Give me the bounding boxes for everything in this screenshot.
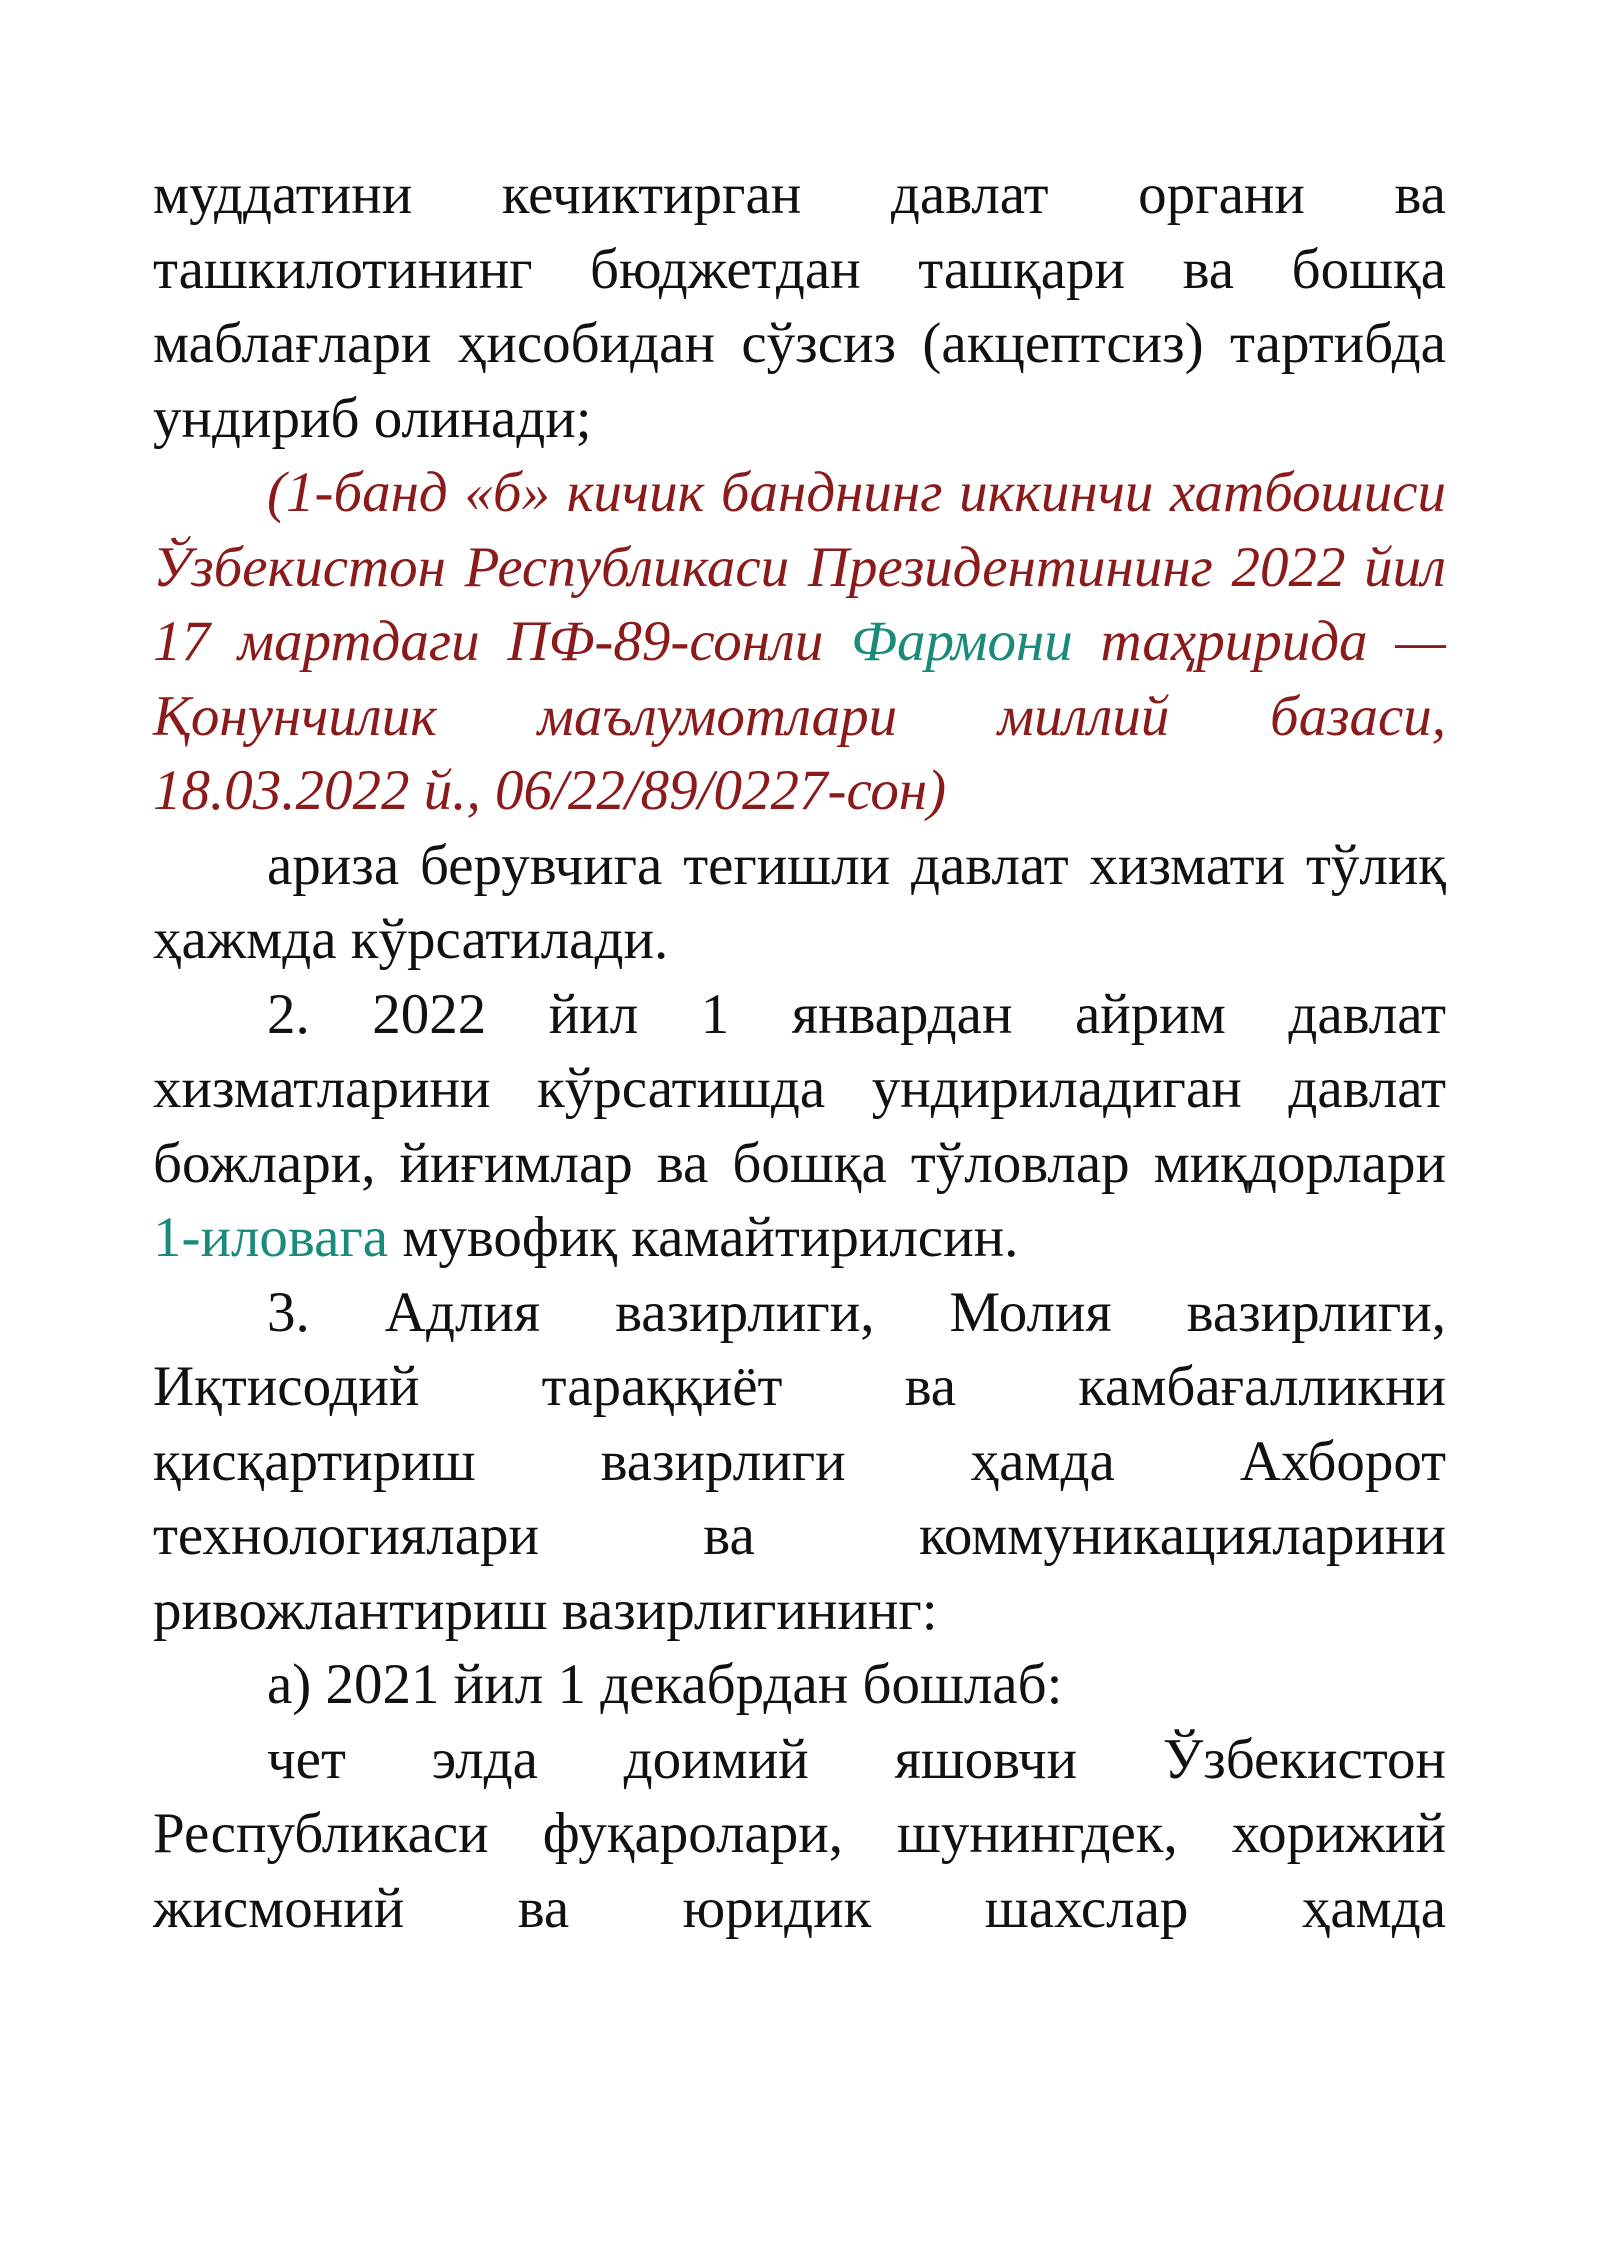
document-page [153,158,1446,1946]
paragraph-text: а) 2021 йил 1 декабрдан бошлаб: [267,1653,1063,1716]
paragraph-text: 3. Адлия вазирлиги, Молия вазирлиги, Иқтисодий тараққиёт ва камбағалликни қисқартириш вазирлиги ҳамда Ахборот технологиялари ва коммуникацияларини ривожлантириш вазирлигининг: [153,1280,1446,1642]
paragraph-text: ариза берувчига тегишли давлат хизмати тўлиқ ҳажмда кўрсатилади. [153,833,1446,971]
paragraph-citizens [153,1723,1446,1947]
decree-link[interactable]: Фармони [851,610,1073,673]
paragraph-text-start: 2. 2022 йил 1 январдан айрим давлат хизматларини кўрсатишда ундириладиган давлат божлари, йиғимлар ва бошқа тўловлар миқдорлари [153,982,1446,1195]
appendix-1-link[interactable]: 1-иловага [153,1206,389,1269]
amendment-note [153,456,1446,829]
paragraph-item-3 [153,1276,1446,1649]
paragraph-text: чет элда доимий яшовчи Ўзбекистон Республикаси фуқаролари, шунингдек, хорижий жисмоний ва юридик шахслар ҳамда [153,1727,1446,1940]
paragraph-continuation [153,158,1446,456]
paragraph-text: муддатини кечиктирган давлат органи ва ташкилотининг бюджетдан ташқари ва бошқа маблағлари ҳисобидан сўзсиз (акцептсиз) тартибда ундириб олинади; [153,163,1446,450]
paragraph-item-2 [153,978,1446,1276]
paragraph-text-end: мувофиқ камайтирилсин. [388,1206,1019,1269]
paragraph-service [153,829,1446,978]
amendment-text-start: (1-банд «б» кичик банднинг иккинчи хатбошиси Ўзбекистон Республикаси Президентининг 2022 йил 17 мартдаги ПФ-89-сонли [153,461,1446,673]
paragraph-subitem-a [153,1648,1446,1723]
amendment-text-end: таҳририда — Қонунчилик маълумотлари миллий базаси, 18.03.2022 й., 06/22/89/0227-сон) [153,610,1446,822]
